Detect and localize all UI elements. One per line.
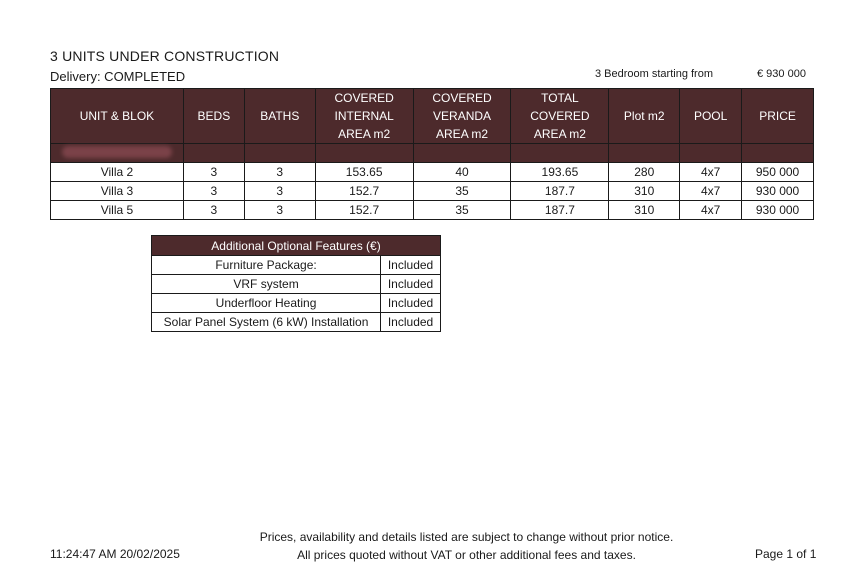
internal-area-cell: 153.65 xyxy=(315,163,413,182)
col-header-veranda-area: COVERED VERANDA AREA m2 xyxy=(413,89,511,144)
starting-label: 3 Bedroom starting from xyxy=(595,68,713,80)
feature-name: VRF system xyxy=(152,275,381,294)
total-area-cell: 193.65 xyxy=(511,163,609,182)
pool-cell: 4x7 xyxy=(680,201,742,220)
col-header-unit: UNIT & BLOK xyxy=(51,89,184,144)
feature-name: Underfloor Heating xyxy=(152,294,381,313)
feature-row xyxy=(152,256,441,275)
col-header-total-area: TOTAL COVERED AREA m2 xyxy=(511,89,609,144)
price-cell: 930 000 xyxy=(742,182,814,201)
unit-cell: Villa 2 xyxy=(51,163,184,182)
total-area-cell: 187.7 xyxy=(511,201,609,220)
feature-status: Included xyxy=(381,294,441,313)
pool-cell: 4x7 xyxy=(680,182,742,201)
blurred-block-label xyxy=(51,144,184,163)
pool-cell: 4x7 xyxy=(680,163,742,182)
col-header-pool: POOL xyxy=(680,89,742,144)
col-header-plot: Plot m2 xyxy=(609,89,680,144)
internal-area-cell: 152.7 xyxy=(315,182,413,201)
veranda-area-cell: 40 xyxy=(413,163,511,182)
plot-cell: 310 xyxy=(609,201,680,220)
table-row xyxy=(51,182,814,201)
unit-cell: Villa 5 xyxy=(51,201,184,220)
internal-area-cell: 152.7 xyxy=(315,201,413,220)
feature-status: Included xyxy=(381,313,441,332)
col-header-price: PRICE xyxy=(742,89,814,144)
features-table xyxy=(151,235,441,332)
beds-cell: 3 xyxy=(183,201,244,220)
blurred-block-row xyxy=(51,144,814,163)
page-title: 3 UNITS UNDER CONSTRUCTION xyxy=(50,48,280,64)
col-header-baths: BATHS xyxy=(244,89,315,144)
page-number: Page 1 of 1 xyxy=(755,547,817,561)
starting-price: € 930 000 xyxy=(757,68,806,80)
units-table xyxy=(50,88,814,220)
feature-row xyxy=(152,275,441,294)
table-row xyxy=(51,163,814,182)
redacted-text xyxy=(62,146,172,158)
price-cell: 950 000 xyxy=(742,163,814,182)
baths-cell: 3 xyxy=(244,163,315,182)
feature-status: Included xyxy=(381,256,441,275)
plot-cell: 310 xyxy=(609,182,680,201)
features-title: Additional Optional Features (€) xyxy=(152,236,441,256)
table-row xyxy=(51,201,814,220)
beds-cell: 3 xyxy=(183,182,244,201)
timestamp: 11:24:47 AM 20/02/2025 xyxy=(50,547,180,561)
total-area-cell: 187.7 xyxy=(511,182,609,201)
price-cell: 930 000 xyxy=(742,201,814,220)
feature-name: Solar Panel System (6 kW) Installation xyxy=(152,313,381,332)
feature-status: Included xyxy=(381,275,441,294)
delivery-status: Delivery: COMPLETED xyxy=(50,69,186,84)
veranda-area-cell: 35 xyxy=(413,201,511,220)
col-header-internal-area: COVERED INTERNAL AREA m2 xyxy=(315,89,413,144)
units-table-header-row xyxy=(51,89,814,144)
feature-name: Furniture Package: xyxy=(152,256,381,275)
feature-row xyxy=(152,313,441,332)
feature-row xyxy=(152,294,441,313)
footer-notice-line2: All prices quoted without VAT or other additional fees and taxes. xyxy=(297,548,636,562)
beds-cell: 3 xyxy=(183,163,244,182)
plot-cell: 280 xyxy=(609,163,680,182)
features-table-header-row xyxy=(152,236,441,256)
unit-cell: Villa 3 xyxy=(51,182,184,201)
baths-cell: 3 xyxy=(244,201,315,220)
veranda-area-cell: 35 xyxy=(413,182,511,201)
footer-notice-line1: Prices, availability and details listed are subject to change without prior notice. xyxy=(259,530,674,544)
col-header-beds: BEDS xyxy=(183,89,244,144)
baths-cell: 3 xyxy=(244,182,315,201)
